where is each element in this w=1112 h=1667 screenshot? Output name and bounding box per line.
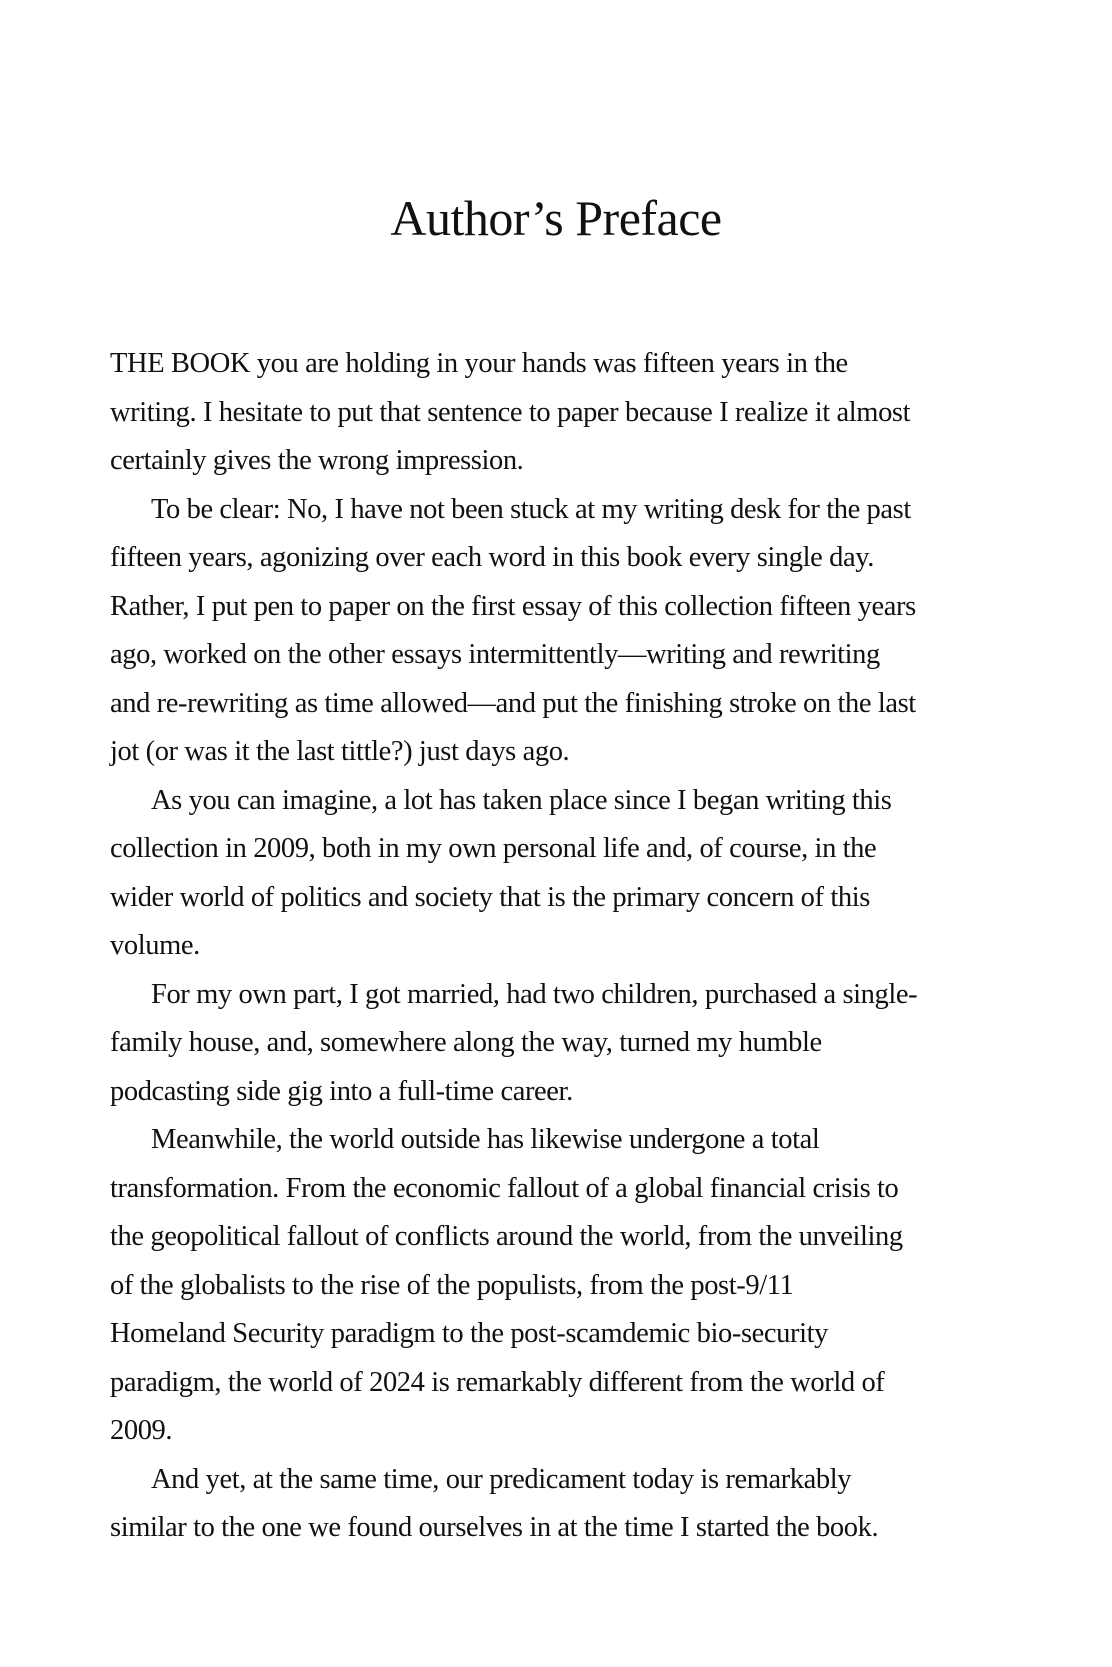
text-line: family house, and, somewhere along the way, turned my humble bbox=[110, 1027, 822, 1058]
text-line: jot (or was it the last tittle?) just days ago. bbox=[110, 736, 570, 767]
paragraph-1 bbox=[110, 340, 1010, 486]
text-line: paradigm, the world of 2024 is remarkably different from the world of bbox=[110, 1366, 885, 1398]
paragraph-4 bbox=[110, 971, 1010, 1117]
text-line: ago, worked on the other essays intermittently—writing and rewriting bbox=[110, 639, 880, 670]
paragraph-5 bbox=[110, 1116, 1010, 1456]
text-line: Rather, I put pen to paper on the first essay of this collection fifteen years bbox=[110, 590, 916, 622]
text-line: THE BOOK you are holding in your hands was fifteen years in the bbox=[110, 348, 848, 379]
text-line: collection in 2009, both in my own personal life and, of course, in the bbox=[110, 833, 877, 864]
preface-body bbox=[110, 340, 1010, 1553]
text-line: And yet, at the same time, our predicament today is remarkably bbox=[151, 1463, 852, 1495]
text-line: As you can imagine, a lot has taken place since I began writing this bbox=[151, 784, 892, 816]
text-line: writing. I hesitate to put that sentence to paper because I realize it almost bbox=[110, 396, 911, 428]
text-line: For my own part, I got married, had two children, purchased a single- bbox=[151, 978, 918, 1010]
page-title: Author’s Preface bbox=[390, 190, 722, 246]
paragraph-6 bbox=[110, 1456, 1010, 1553]
text-line: Meanwhile, the world outside has likewise undergone a total bbox=[151, 1124, 820, 1155]
paragraph-2 bbox=[110, 486, 1010, 777]
paragraph-3 bbox=[110, 777, 1010, 971]
text-line: fifteen years, agonizing over each word in this book every single day. bbox=[110, 542, 874, 573]
text-line: transformation. From the economic fallout of a global financial crisis to bbox=[110, 1172, 899, 1204]
text-line: similar to the one we found ourselves in at the time I started the book. bbox=[110, 1512, 879, 1543]
text-line: and re-rewriting as time allowed—and put the finishing stroke on the last bbox=[110, 687, 916, 719]
text-line: To be clear: No, I have not been stuck at my writing desk for the past bbox=[151, 493, 911, 525]
text-line: certainly gives the wrong impression. bbox=[110, 445, 524, 476]
text-line: 2009. bbox=[110, 1415, 173, 1446]
text-line: the geopolitical fallout of conflicts around the world, from the unveiling bbox=[110, 1221, 903, 1252]
text-line: volume. bbox=[110, 930, 200, 961]
text-line: Homeland Security paradigm to the post-scamdemic bio-security bbox=[110, 1318, 828, 1349]
text-line: podcasting side gig into a full-time career. bbox=[110, 1075, 573, 1107]
text-line: wider world of politics and society that is the primary concern of this bbox=[110, 881, 870, 913]
text-line: of the globalists to the rise of the populists, from the post-9/11 bbox=[110, 1269, 794, 1301]
